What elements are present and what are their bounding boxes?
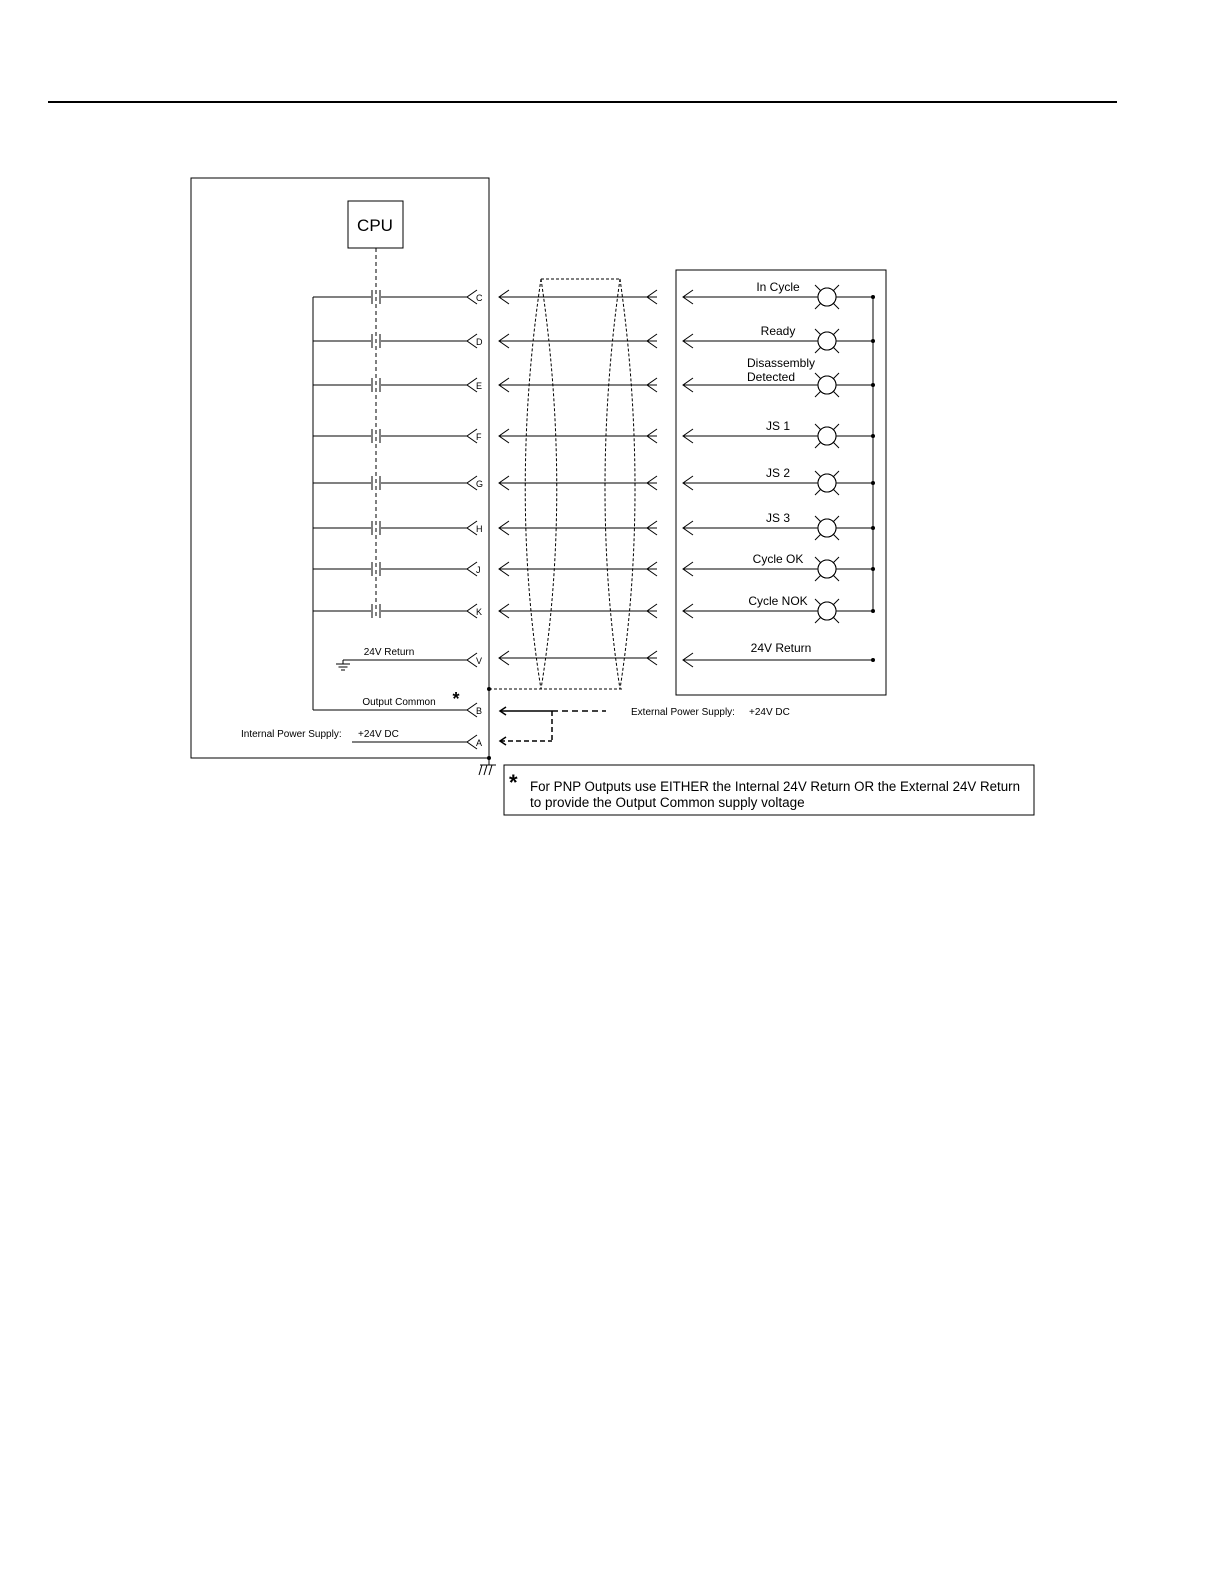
terminal-label: H	[476, 524, 483, 534]
lamp-face	[819, 520, 836, 537]
note-asterisk: *	[509, 770, 518, 795]
terminal-label: F	[476, 432, 482, 442]
lamp-face	[819, 333, 836, 350]
signal-label: Ready	[760, 324, 796, 338]
terminal-label: G	[476, 479, 484, 489]
return-external-label: 24V Return	[750, 641, 812, 655]
internal-voltage-label: +24V DC	[358, 729, 399, 740]
note-line-2: to provide the Output Common supply voltage	[530, 795, 805, 810]
terminal-label: J	[476, 565, 481, 575]
lamp-face	[819, 289, 836, 306]
terminal-v-label: V	[476, 656, 483, 666]
lamp-face	[819, 377, 836, 394]
output-common-label: Output Common	[362, 697, 436, 708]
external-supply-label: External Power Supply:	[631, 707, 735, 718]
terminal-b-label: B	[476, 706, 483, 716]
lamp-face	[819, 475, 836, 492]
signal-label: JS 2	[765, 466, 791, 480]
lamp-face	[819, 561, 836, 578]
external-voltage-label: +24V DC	[749, 707, 790, 718]
terminal-a-label: A	[476, 738, 483, 748]
terminal-label: K	[476, 607, 483, 617]
terminal-label: D	[476, 337, 483, 347]
cpu-label: CPU	[357, 216, 393, 235]
chassis-ground-icon	[479, 758, 496, 775]
return-device-dot	[871, 658, 875, 662]
asterisk-marker: *	[452, 689, 460, 709]
internal-supply-label: Internal Power Supply:	[241, 729, 342, 740]
signal-label: Cycle OK	[752, 552, 804, 566]
signal-label: JS 1	[765, 419, 791, 433]
terminal-label: E	[476, 381, 483, 391]
signal-label: Cycle NOK	[748, 594, 808, 608]
lamp-face	[819, 428, 836, 445]
lamp-face	[819, 603, 836, 620]
return-internal-label: 24V Return	[363, 647, 415, 658]
ground-icon	[336, 664, 350, 670]
note-line-1: For PNP Outputs use EITHER the Internal 24V Return OR the External 24V Return	[530, 779, 1020, 794]
signal-label: JS 3	[765, 511, 791, 525]
terminal-label: C	[476, 293, 483, 303]
signal-label-line2: Detected	[747, 370, 796, 384]
signal-label-line1: Disassembly	[747, 356, 816, 370]
signal-label: In Cycle	[756, 280, 800, 294]
controller-box	[191, 178, 489, 758]
